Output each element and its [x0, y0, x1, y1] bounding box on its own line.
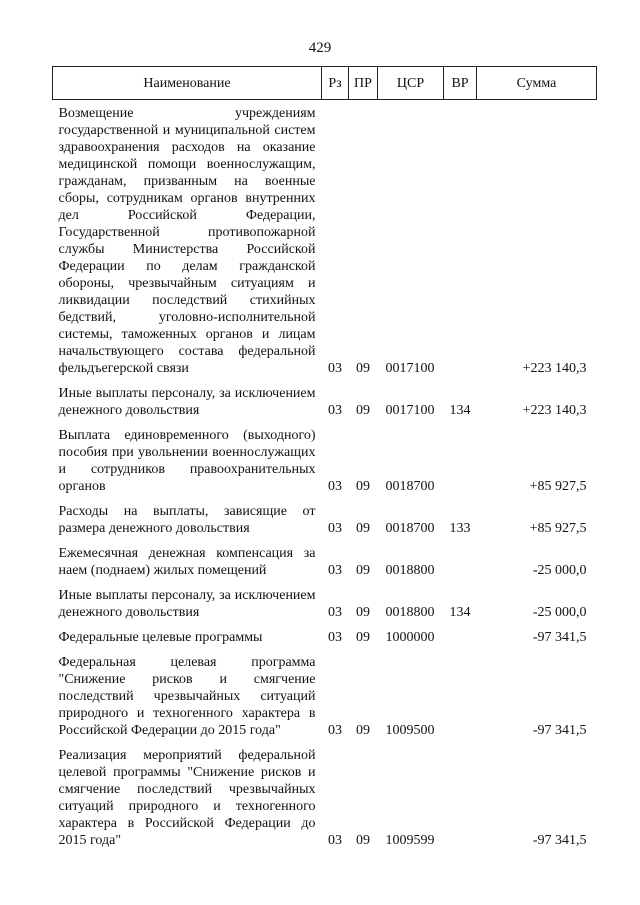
header-pr: ПР: [349, 67, 378, 100]
row-name: Иные выплаты персоналу, за исключением денежного довольствия: [58, 386, 316, 418]
table-row: [53, 625, 597, 650]
header-csr: ЦСР: [378, 67, 444, 100]
row-pr: 09: [356, 403, 370, 418]
row-csr: 0018800: [385, 563, 435, 578]
row-pr: 09: [356, 723, 370, 738]
row-sum: +223 140,3: [522, 361, 587, 376]
row-vr: [444, 625, 477, 650]
table-row: [53, 423, 597, 499]
row-sum: -25 000,0: [532, 563, 587, 578]
row-sum: -97 341,5: [532, 723, 587, 738]
row-csr: 1009500: [385, 723, 435, 738]
row-vr: [444, 650, 477, 743]
row-pr: 09: [356, 833, 370, 848]
row-rz: 03: [328, 479, 342, 494]
row-pr: 09: [356, 521, 370, 536]
table-row: [53, 743, 597, 853]
row-pr: 09: [356, 361, 370, 376]
row-vr: [444, 100, 477, 382]
row-csr: 1009599: [385, 833, 435, 848]
row-pr: 09: [356, 605, 370, 620]
row-csr: 1000000: [385, 630, 435, 645]
row-csr: 0017100: [385, 361, 435, 376]
row-vr: [444, 541, 477, 583]
page-number: 429: [308, 40, 332, 56]
row-csr: 0017100: [385, 403, 435, 418]
row-name: Федеральная целевая программа "Снижение рисков и смягчение последствий чрезвычайных ситуаций природного и техногенного характера в Российской Федерации до 2015 года": [58, 655, 316, 738]
row-name: Выплата единовременного (выходного) пособия при увольнении военнослужащих и сотрудников правоохранительных органов: [58, 428, 316, 494]
row-sum: -97 341,5: [532, 630, 587, 645]
row-vr: 133: [449, 521, 471, 536]
row-name: Ежемесячная денежная компенсация за наем (поднаем) жилых помещений: [58, 546, 316, 578]
row-csr: 0018700: [385, 479, 435, 494]
header-vr: ВР: [444, 67, 477, 100]
row-rz: 03: [328, 361, 342, 376]
row-csr: 0018700: [385, 521, 435, 536]
table-row: [53, 499, 597, 541]
row-csr: 0018800: [385, 605, 435, 620]
table-header-row: [53, 67, 597, 100]
table-row: [53, 381, 597, 423]
table-row: [53, 541, 597, 583]
row-rz: 03: [328, 563, 342, 578]
row-rz: 03: [328, 723, 342, 738]
row-pr: 09: [356, 563, 370, 578]
table-row: [53, 650, 597, 743]
row-sum: -25 000,0: [532, 605, 587, 620]
row-rz: 03: [328, 605, 342, 620]
row-name: Расходы на выплаты, зависящие от размера денежного довольствия: [58, 504, 316, 536]
row-rz: 03: [328, 630, 342, 645]
row-vr: 134: [449, 403, 471, 418]
row-pr: 09: [356, 479, 370, 494]
budget-table: [52, 66, 597, 853]
row-vr: 134: [449, 605, 471, 620]
table-row: [53, 100, 597, 382]
row-sum: -97 341,5: [532, 833, 587, 848]
header-name: Наименование: [53, 67, 322, 100]
row-pr: 09: [356, 630, 370, 645]
header-rz: Рз: [322, 67, 349, 100]
row-name: Федеральные целевые программы: [58, 630, 263, 645]
table-row: [53, 583, 597, 625]
row-sum: +223 140,3: [522, 403, 587, 418]
row-rz: 03: [328, 521, 342, 536]
row-sum: +85 927,5: [529, 479, 587, 494]
row-name: Реализация мероприятий федеральной целевой программы "Снижение рисков и смягчение последствий чрезвычайных ситуаций природного и техногенного характера в Российской Федерации до 2015 года": [58, 748, 316, 848]
row-vr: [444, 743, 477, 853]
row-name: Иные выплаты персоналу, за исключением денежного довольствия: [58, 588, 316, 620]
row-rz: 03: [328, 403, 342, 418]
row-name: Возмещение учреждениям государственной и муниципальной систем здравоохранения расходов на оказание медицинской помощи военнослужащим, гражданам, призванным на военные сборы, сотрудникам органов внутренних дел Российской Федерации, Государственной противопожарной службы Министерства Российской Федерации по делам гражданской обороны, чрезвычайным ситуациям и ликвидации последствий стихийных бедствий, уголовно-исполнительной системы, таможенных органов и лицам начальствующего состава федеральной фельдъегерской связи: [58, 106, 316, 376]
header-sum: Сумма: [477, 67, 597, 100]
row-vr: [444, 423, 477, 499]
row-sum: +85 927,5: [529, 521, 587, 536]
row-rz: 03: [328, 833, 342, 848]
